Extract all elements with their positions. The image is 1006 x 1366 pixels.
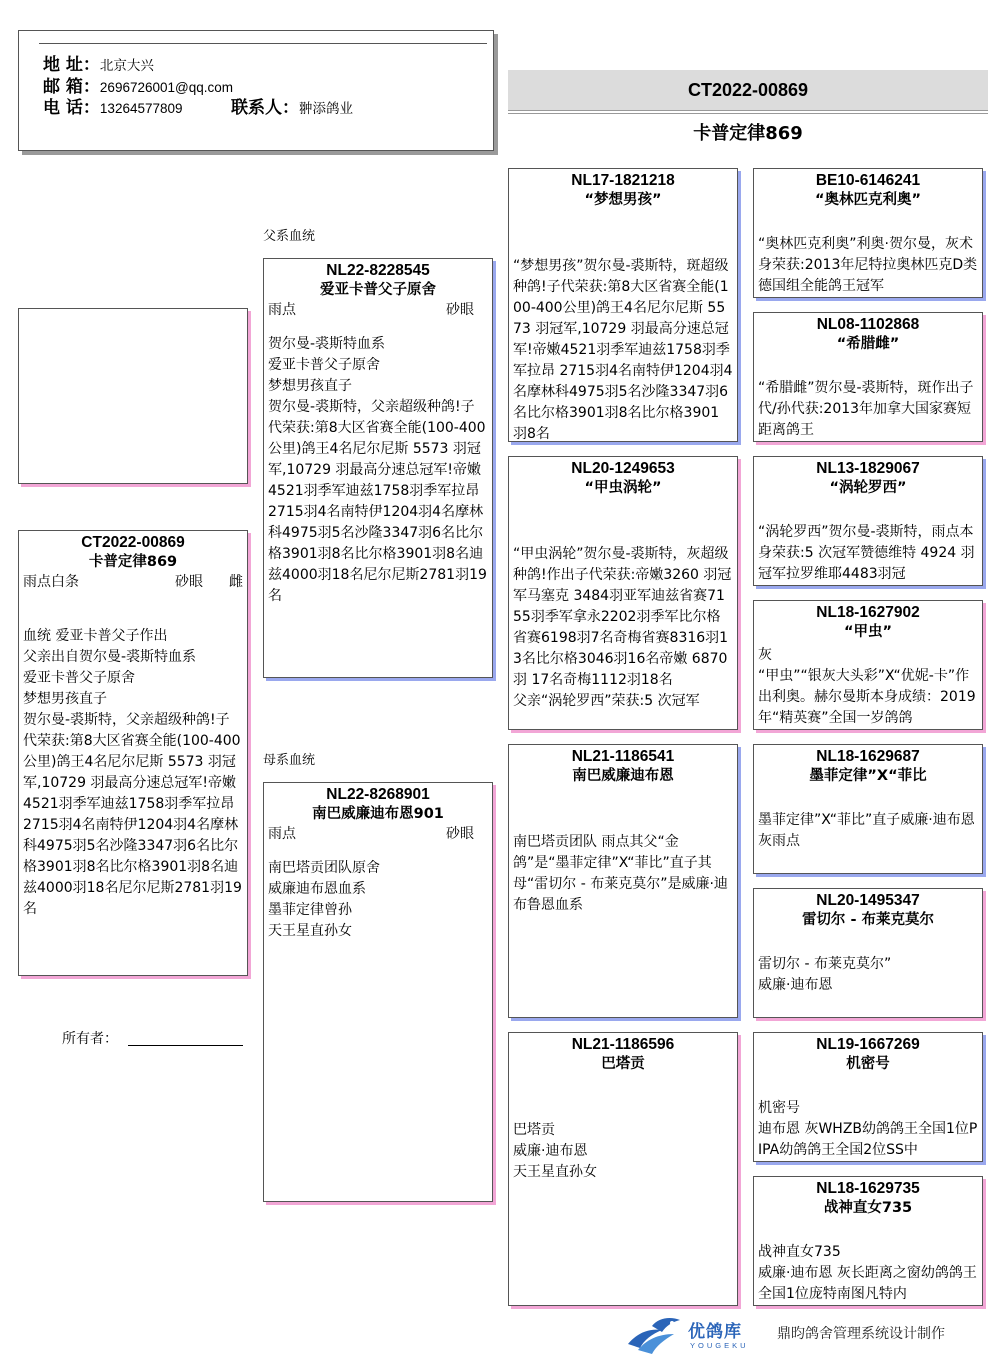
gen2-name: 巴塔贡	[601, 1056, 645, 1072]
email-label: 邮 箱：	[43, 77, 100, 97]
sire-description: 贺尔曼-裘斯特血系 爱亚卡普父子原舍 梦想男孩直子 贺尔曼-裘斯特，父亲超级种鸽!子代荣获:第8大区省赛全能(100-400公里)鸽王4名尼尔尼斯 5573 羽冠军,10729 羽最高分速总冠军!帝嫩4521羽季军迪兹1758羽季军拉昂 2715羽4名南特伊1204羽4名摩林科4975羽5名沙隆3347羽6名比尔格3901羽8名比尔格3901羽8名迪兹4000羽18名尼尔尼斯2781羽19名	[268, 336, 487, 604]
sire-name: 爱亚卡普父子原舍	[320, 282, 436, 298]
address-value: 北京大兴	[99, 58, 154, 73]
granddam-paternal-card	[508, 456, 738, 730]
sire-meta	[264, 300, 492, 320]
subject-color: 雨点白条	[23, 574, 79, 590]
footer-brand	[622, 1314, 992, 1356]
gen2-description: 南巴塔贡团队 雨点其父“金鸽”是“墨菲定律”X“菲比”直子其母“雷切尔 - 布莱克莫尔”是威廉·迪布鲁恩血系	[513, 834, 728, 913]
gen3-description: 墨菲定律”X“菲比”直子威廉·迪布恩灰雨点	[758, 812, 975, 849]
sire-ring: NL22-8228545	[326, 262, 430, 279]
gen3-card	[753, 168, 983, 298]
gen3-card	[753, 1176, 983, 1306]
subject-eye: 砂眼	[175, 574, 203, 590]
gen3-card	[753, 600, 983, 730]
logo-text: 优鸽库	[688, 1322, 742, 1342]
header-rule	[39, 43, 487, 44]
subject-meta	[19, 572, 247, 592]
pigeon-logo-icon	[622, 1314, 684, 1356]
gen3-description: “希腊雌”贺尔曼-裘斯特，斑作出子代/孙代获:2013年加拿大国家赛短距离鸽王	[758, 380, 974, 438]
phone-row	[43, 98, 183, 119]
contact-value: 翀添鸽业	[299, 101, 353, 116]
gen2-ring: NL20-1249653	[571, 460, 675, 477]
sire-card	[263, 258, 493, 678]
contact-card	[18, 30, 494, 151]
sire-line-label: 父系血统	[263, 229, 316, 244]
phone-label: 电 话：	[43, 98, 100, 118]
gen2-name: 南巴威廉迪布恩	[572, 768, 674, 784]
gen3-name: “希腊雌”	[836, 336, 900, 352]
dam-card	[263, 782, 493, 1202]
gen3-name: 战神直女735	[823, 1200, 913, 1216]
gen2-ring: NL21-1186596	[571, 1036, 675, 1053]
gen2-ring: NL17-1821218	[571, 172, 675, 189]
logo-subtext: YOUGEKU	[690, 1341, 749, 1350]
dam-meta	[264, 824, 492, 844]
gen3-card	[753, 744, 983, 874]
granddam-maternal-card	[508, 1032, 738, 1306]
gen3-card	[753, 312, 983, 442]
contact-row	[231, 98, 353, 119]
gen3-ring: NL18-1629687	[816, 748, 920, 765]
address-row	[43, 55, 154, 76]
dam-ring: NL22-8268901	[326, 786, 430, 803]
phone-value: 13264577809	[99, 101, 183, 116]
gen3-ring: NL19-1667269	[816, 1036, 920, 1053]
gen3-name: 墨菲定律”X“菲比	[809, 768, 927, 784]
gen3-description: 灰 “甲虫”“银灰大头彩”X“优妮-卡”作出利奥。赫尔曼斯本身成绩：2019年“精英赛”全国一岁鸽鸽	[758, 647, 976, 726]
gen3-ring: NL08-1102868	[816, 316, 920, 333]
subject-ring: CT2022-00869	[81, 534, 185, 551]
gen3-card	[753, 1032, 983, 1162]
dam-color: 雨点	[268, 826, 296, 842]
gen3-name: “奥林匹克利奥”	[814, 192, 922, 208]
photo-placeholder	[18, 308, 248, 484]
gen3-name: 雷切尔 - 布莱克莫尔	[801, 912, 935, 928]
grandsire-paternal-card	[508, 168, 738, 442]
subject-name: 卡普定律869	[88, 554, 178, 570]
owner-signature-line	[128, 1045, 243, 1046]
gen3-card	[753, 888, 983, 1018]
gen3-ring: NL20-1495347	[816, 892, 920, 909]
gen2-name: “梦想男孩”	[584, 192, 662, 208]
dam-line-label: 母系血统	[263, 753, 316, 768]
gen3-name: 机密号	[846, 1056, 890, 1072]
gen3-description: 雷切尔 - 布莱克莫尔” 威廉·迪布恩	[758, 956, 892, 993]
subject-description: 血统 爱亚卡普父子作出 父亲出自贺尔曼-裘斯特血系 爱亚卡普父子原舍 梦想男孩直子 贺尔曼-裘斯特，父亲超级种鸽!子代荣获:第8大区省赛全能(100-400公里)鸽王4名尼尔尼斯 5573 羽冠军,10729 羽最高分速总冠军!帝嫩4521羽季军迪兹1758羽季军拉昂 2715羽4名南特伊1204羽4名摩林科4975羽5名沙隆3347羽6名比尔格3901羽8名比尔格3901羽8名迪兹4000羽18名尼尔尼斯2781羽19名	[23, 628, 242, 917]
pigeon-title-name: 卡普定律869	[693, 123, 803, 144]
subject-card	[18, 530, 248, 976]
banner-rule	[508, 113, 988, 114]
gen3-description: 机密号 迪布恩 灰WHZB幼鸽鸽王全国1位PIPA幼鸽鸽王全国2位SS中	[758, 1100, 978, 1158]
gen3-description: “涡轮罗西”贺尔曼-裘斯特，雨点本身荣获:5 次冠军赞德维特 4924 羽冠军拉罗维耶4483羽冠	[758, 524, 975, 582]
dam-description: 南巴塔贡团队原舍 威廉迪布恩血系 墨菲定律曾孙 天王星直孙女	[268, 860, 380, 939]
sire-eye: 砂眼	[446, 302, 474, 318]
subject-sex: 雌	[229, 574, 243, 590]
owner-label: 所有者：	[62, 1031, 118, 1047]
gen3-description: “奥林匹克利奥”利奥·贺尔曼，灰术身荣获:2013年尼特拉奥林匹克D类德国组全能鸽王冠军	[758, 236, 978, 294]
gen3-ring: NL18-1627902	[816, 604, 920, 621]
address-label: 地 址：	[43, 55, 100, 75]
gen2-description: 巴塔贡 威廉·迪布恩 天王星直孙女	[513, 1122, 597, 1180]
grandsire-maternal-card	[508, 744, 738, 1018]
contact-label: 联系人：	[231, 98, 299, 118]
email-value: 2696726001@qq.com	[99, 80, 233, 95]
footer-credit: 鼎昀鸽舍管理系统设计制作	[777, 1326, 945, 1342]
gen3-name: “涡轮罗西”	[829, 480, 907, 496]
gen3-name: “甲虫”	[843, 624, 893, 640]
gen2-ring: NL21-1186541	[571, 748, 675, 765]
email-row	[43, 77, 233, 98]
dam-eye: 砂眼	[446, 826, 474, 842]
gen3-ring: NL18-1629735	[816, 1180, 920, 1197]
gen3-card	[753, 456, 983, 586]
gen2-description: “梦想男孩”贺尔曼-裘斯特，斑超级种鸽!子代荣获:第8大区省赛全能(100-400公里)鸽王4名尼尔尼斯 5573 羽冠军,10729 羽最高分速总冠军!帝嫩4521羽季军迪兹1758羽季军拉昂 2715羽4名南特伊1204羽4名摩林科4975羽5名沙隆3347羽6名比尔格3901羽8名比尔格3901羽8名	[513, 258, 733, 442]
gen2-description: “甲虫涡轮”贺尔曼-裘斯特，灰超级种鸽!作出子代荣获:帝嫩3260 羽冠军马塞克 3484羽亚军迪兹省赛7155羽季军拿永2202羽季军比尔格省赛6198羽7名奇梅省赛8316羽13名比尔格3046羽16名帝嫩 6870 羽 17名奇梅1112羽18名 父亲“涡轮罗西”荣获:5 次冠军	[513, 546, 732, 709]
gen3-ring: NL13-1829067	[816, 460, 920, 477]
gen3-ring: BE10-6146241	[815, 172, 921, 189]
dam-name: 南巴威廉迪布恩901	[312, 806, 444, 822]
ring-number-banner: CT2022-00869	[508, 70, 988, 111]
sire-color: 雨点	[268, 302, 296, 318]
gen2-name: “甲虫涡轮”	[584, 480, 662, 496]
gen3-description: 战神直女735 威廉·迪布恩 灰长距离之窗幼鸽鸽王全国1位庞特南图凡特内	[758, 1244, 977, 1302]
